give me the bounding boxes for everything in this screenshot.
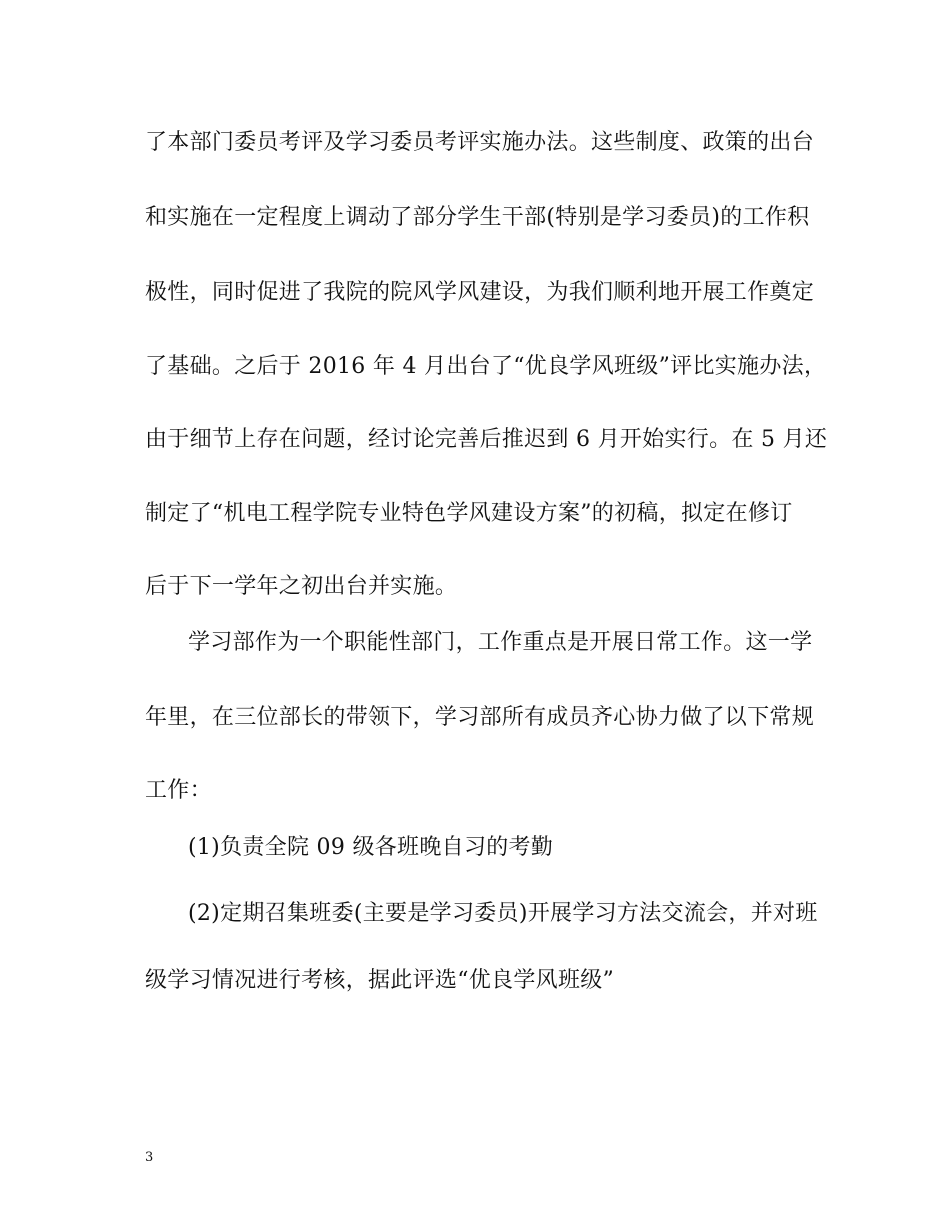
paragraph-line: 了本部门委员考评及学习委员考评实施办法。这些制度、政策的出台 bbox=[145, 130, 815, 155]
page-number: 3 bbox=[145, 1150, 154, 1165]
paragraph-line: 由于细节上存在问题，经讨论完善后推迟到 6 月开始实行。在 5 月还 bbox=[145, 427, 828, 452]
paragraph-line: 制定了“机电工程学院专业特色学风建设方案”的初稿，拟定在修订 bbox=[145, 501, 793, 526]
paragraph-line: 级学习情况进行考核，据此评选“优良学风班级” bbox=[145, 968, 615, 993]
paragraph-line: 极性，同时促进了我院的院风学风建设，为我们顺利地开展工作奠定 bbox=[145, 280, 815, 305]
paragraph-line: 年里，在三位部长的带领下，学习部所有成员齐心协力做了以下常规 bbox=[145, 705, 815, 730]
list-item: (2)定期召集班委(主要是学习委员)开展学习方法交流会，并对班 bbox=[188, 901, 818, 926]
paragraph-line: 了基础。之后于 2016 年 4 月出台了“优良学风班级”评比实施办法， bbox=[145, 354, 827, 379]
list-item: (1)负责全院 09 级各班晚自习的考勤 bbox=[188, 835, 554, 860]
paragraph-line: 后于下一学年之初出台并实施。 bbox=[145, 574, 458, 599]
paragraph-line: 学习部作为一个职能性部门，工作重点是开展日常工作。这一学 bbox=[188, 630, 813, 655]
paragraph-line: 工作： bbox=[145, 778, 212, 803]
paragraph-line: 和实施在一定程度上调动了部分学生干部(特别是学习委员)的工作积 bbox=[145, 205, 810, 230]
